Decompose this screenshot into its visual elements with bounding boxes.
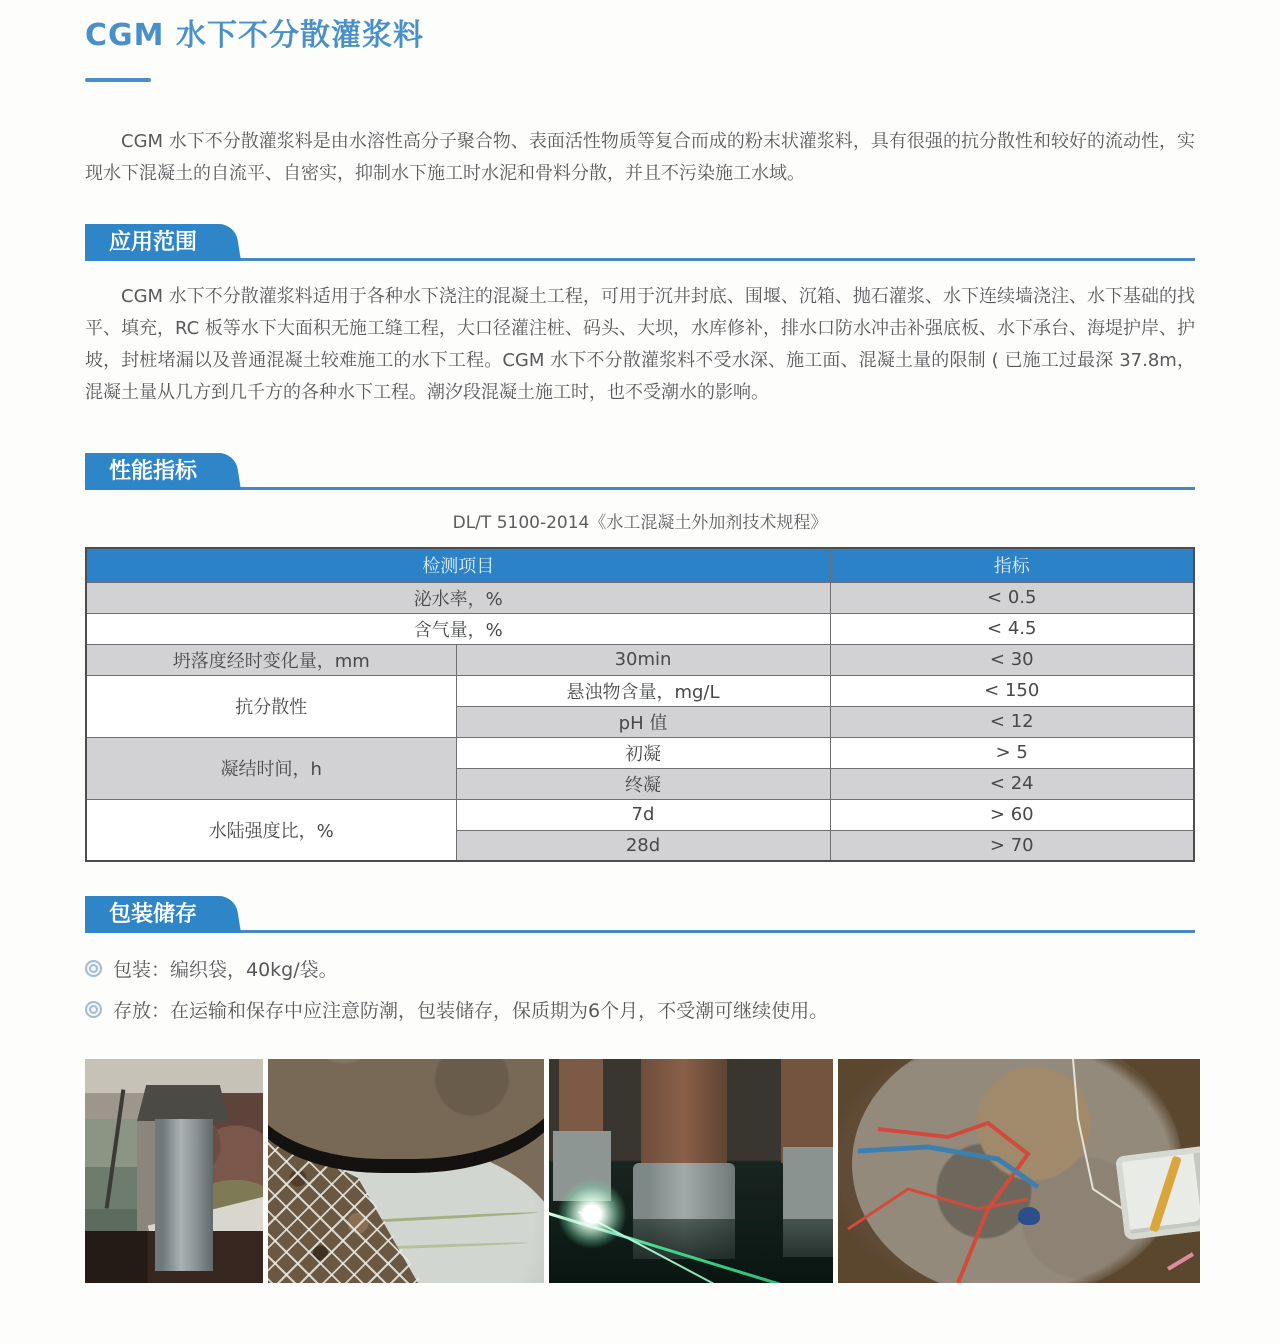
rough-concrete-shape bbox=[268, 1059, 544, 1159]
section-badge-packaging bbox=[85, 896, 213, 933]
page-title: CGM 水下不分散灌浆料 bbox=[85, 18, 424, 53]
bullseye-bullet-icon bbox=[85, 1001, 102, 1018]
spec-value: < 30 bbox=[830, 644, 1194, 675]
pier-column-shape bbox=[155, 1119, 213, 1271]
spec-value: > 60 bbox=[830, 799, 1194, 830]
spec-subitem: 终凝 bbox=[456, 768, 830, 799]
column-header-item: 检测项目 bbox=[86, 548, 830, 582]
intro-paragraph: CGM 水下不分散灌浆料是由水溶性高分子聚合物、表面活性物质等复合而成的粉末状灌浆料，具有很强的抗分散性和较好的流动性，实现水下混凝土的自流平、自密实，抑制水下施工时水泥和骨料分散，并且不污染施工水域。 bbox=[85, 131, 1195, 184]
spec-value: < 24 bbox=[830, 768, 1194, 799]
spec-item-group: 抗分散性 bbox=[86, 675, 456, 737]
bullseye-bullet-icon bbox=[85, 960, 102, 977]
work-light-glow-shape bbox=[557, 1179, 627, 1249]
spec-item: 坍落度经时变化量，mm bbox=[86, 644, 456, 675]
datasheet-page bbox=[85, 0, 1195, 1283]
pier-base-grouting-photo bbox=[268, 1059, 544, 1283]
section-header-application bbox=[85, 224, 1195, 261]
bullet-text: 存放：在运输和保存中应注意防潮，包装储存，保质期为6个月，不受潮可继续使用。 bbox=[113, 1000, 829, 1022]
standard-reference: DL/T 5100-2014《水工混凝土外加剂技术规程》 bbox=[452, 513, 828, 533]
table-row bbox=[86, 582, 1194, 613]
spec-subitem: 28d bbox=[456, 830, 830, 861]
section-badge-label: 包装储存 bbox=[109, 902, 198, 927]
packaging-bullet bbox=[85, 955, 1195, 982]
caisson-bottom-sealing-photo bbox=[838, 1059, 1200, 1283]
spec-subitem: pH 值 bbox=[456, 706, 830, 737]
bullet-text: 包装：编织袋，40kg/袋。 bbox=[113, 959, 338, 981]
spec-item-group: 凝结时间，h bbox=[86, 737, 456, 799]
table-row bbox=[86, 799, 1194, 830]
section-badge-label: 应用范围 bbox=[109, 230, 198, 255]
bridge-pier-construction-photo bbox=[85, 1059, 263, 1283]
spec-value: < 150 bbox=[830, 675, 1194, 706]
title-underline bbox=[85, 78, 151, 82]
table-row bbox=[86, 675, 1194, 706]
spec-value: > 5 bbox=[830, 737, 1194, 768]
spec-subitem: 7d bbox=[456, 799, 830, 830]
storage-bullet bbox=[85, 996, 1195, 1023]
spec-subitem: 悬浊物含量，mg/L bbox=[456, 675, 830, 706]
section-header-performance bbox=[85, 453, 1195, 490]
spec-value: < 0.5 bbox=[830, 582, 1194, 613]
pier-cap-shape bbox=[137, 1085, 229, 1121]
table-row bbox=[86, 737, 1194, 768]
underwater-laser-positioning-photo bbox=[549, 1059, 833, 1283]
spec-value: < 12 bbox=[830, 706, 1194, 737]
spec-value: > 70 bbox=[830, 830, 1194, 861]
spec-item: 泌水率，% bbox=[86, 582, 830, 613]
column-header-index: 指标 bbox=[830, 548, 1194, 582]
spec-subitem: 30min bbox=[456, 644, 830, 675]
spec-item: 含气量，% bbox=[86, 613, 830, 644]
table-row bbox=[86, 613, 1194, 644]
spec-subitem: 初凝 bbox=[456, 737, 830, 768]
pump-shape bbox=[1018, 1207, 1040, 1225]
application-paragraph: CGM 水下不分散灌浆料适用于各种水下浇注的混凝土工程，可用于沉井封底、围堰、沉箱、抛石灌浆、水下连续墙浇注、水下基础的找平、填充，RC 板等水下大面积无施工缝工程，大口径灌注桩、码头、大坝，水库修补，排水口防水冲击补强底板、水下承台、海堤护岸、护坡，封桩堵漏以及普通混凝土较难施工的水下工程。CGM 水下不分散灌浆料不受水深、施工面、混凝土量的限制 ( 已施工过最深 37.8m，混凝土量从几方到几千方的各种水下工程。潮汐段混凝土施工时，也不受潮水的影响。 bbox=[85, 286, 1195, 403]
spec-item-group: 水陆强度比，% bbox=[86, 799, 456, 861]
section-badge-performance bbox=[85, 453, 213, 490]
section-header-packaging bbox=[85, 896, 1195, 933]
pier-column-shape bbox=[641, 1059, 727, 1177]
table-row bbox=[86, 644, 1194, 675]
performance-spec-table bbox=[85, 547, 1195, 862]
spec-value: < 4.5 bbox=[830, 613, 1194, 644]
section-badge-application bbox=[85, 224, 213, 261]
photo-strip bbox=[85, 1059, 1195, 1283]
section-badge-label: 性能指标 bbox=[109, 459, 198, 484]
table-header-row bbox=[86, 548, 1194, 582]
